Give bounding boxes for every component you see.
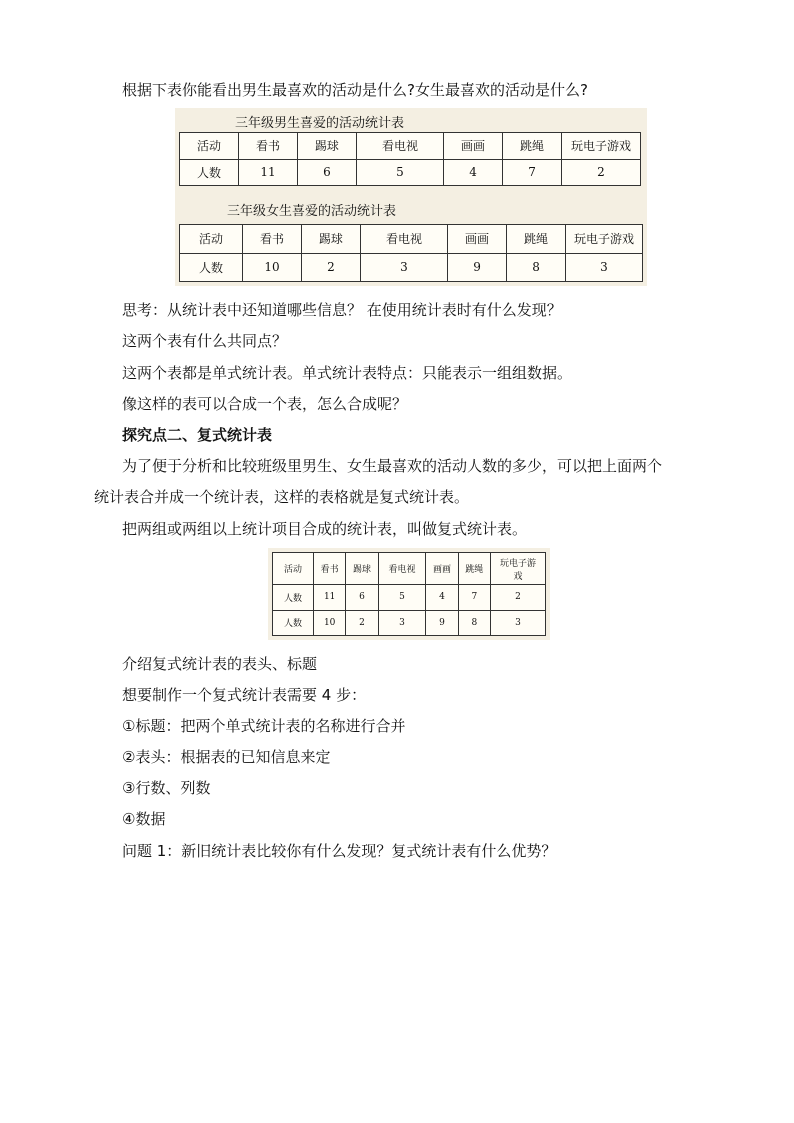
- intro-question: 根据下表你能看出男生最喜欢的活动是什么?女生最喜欢的活动是什么?: [122, 81, 588, 99]
- table-row: [180, 133, 641, 160]
- table-cell: 5: [378, 585, 426, 611]
- table-cell: 看电视: [360, 225, 447, 254]
- table-cell: 9: [448, 253, 507, 282]
- question-1: 问题 1：新旧统计表比较你有什么发现？复式统计表有什么优势？: [122, 842, 557, 860]
- paragraph-line-2: 统计表合并成一个统计表，这样的表格就是复式统计表。: [94, 488, 470, 506]
- compound-table: [272, 552, 546, 636]
- table-cell: 11: [314, 585, 346, 611]
- table-row: [273, 553, 546, 585]
- table-cell: 8: [458, 610, 490, 636]
- table-cell: 看书: [243, 225, 302, 254]
- table-cell: 人数: [273, 585, 314, 611]
- table-row: [273, 585, 546, 611]
- table-cell: 2: [562, 159, 641, 186]
- table-cell: 踢球: [346, 553, 378, 585]
- step-2: ②表头：根据表的已知信息来定: [122, 748, 331, 766]
- table-cell: 5: [356, 159, 443, 186]
- boys-table-title: 三年级男生喜爱的活动统计表: [235, 116, 405, 131]
- table-cell: 8: [507, 253, 566, 282]
- table-cell: 2: [491, 585, 546, 611]
- table-cell: 活动: [180, 225, 243, 254]
- steps-intro: 想要制作一个复式统计表需要 4 步：: [122, 686, 367, 704]
- table-cell: 6: [346, 585, 378, 611]
- table-cell: 3: [566, 253, 643, 282]
- table-cell: 看电视: [356, 133, 443, 160]
- table-cell: 9: [426, 610, 458, 636]
- table-row: [180, 253, 643, 282]
- table-cell: 2: [301, 253, 360, 282]
- definition: 把两组或两组以上统计项目合成的统计表，叫做复式统计表。: [122, 520, 528, 538]
- table-cell: 活动: [180, 133, 239, 160]
- table-cell: 跳绳: [507, 225, 566, 254]
- table-cell: 10: [243, 253, 302, 282]
- merge-question: 像这样的表可以合成一个表，怎么合成呢？: [122, 395, 408, 413]
- table-cell: 看书: [314, 553, 346, 585]
- step-3: ③行数、列数: [122, 779, 211, 797]
- table-cell: 人数: [273, 610, 314, 636]
- table-cell: 3: [360, 253, 447, 282]
- table-row: [180, 225, 643, 254]
- table-cell: 画画: [444, 133, 503, 160]
- table-cell: 3: [491, 610, 546, 636]
- table-cell: 跳绳: [458, 553, 490, 585]
- girls-table-title: 三年级女生喜爱的活动统计表: [227, 204, 397, 219]
- table-cell: 7: [458, 585, 490, 611]
- table-cell: 看电视: [378, 553, 426, 585]
- step-1: ①标题：把两个单式统计表的名称进行合并: [122, 717, 406, 735]
- table-cell: 6: [297, 159, 356, 186]
- table-cell: 玩电子游戏: [562, 133, 641, 160]
- table-cell: 10: [314, 610, 346, 636]
- table-cell: 跳绳: [503, 133, 562, 160]
- table-cell: 活动: [273, 553, 314, 585]
- intro-head-line: 介绍复式统计表的表头、标题: [122, 655, 318, 673]
- table-cell: 3: [378, 610, 426, 636]
- table-cell: 踢球: [297, 133, 356, 160]
- table-cell: 2: [346, 610, 378, 636]
- section-heading: 探究点二、复式统计表: [122, 426, 273, 444]
- table-cell: 4: [426, 585, 458, 611]
- think-line: 思考：从统计表中还知道哪些信息？ 在使用统计表时有什么发现？: [122, 301, 562, 319]
- single-tables-image: [175, 108, 647, 286]
- paragraph-line-1: 为了便于分析和比较班级里男生、女生最喜欢的活动人数的多少，可以把上面两个: [122, 457, 663, 475]
- table-cell: 看书: [239, 133, 298, 160]
- table-cell: 人数: [180, 159, 239, 186]
- table-cell: 11: [239, 159, 298, 186]
- table-cell: 玩电子游戏: [566, 225, 643, 254]
- compound-table-image: [268, 548, 550, 640]
- girls-table: [179, 224, 643, 282]
- table-cell: 画画: [426, 553, 458, 585]
- table-row: [273, 610, 546, 636]
- boys-table: [179, 132, 641, 186]
- table-cell: 玩电子游戏: [491, 553, 546, 585]
- step-4: ④数据: [122, 810, 166, 828]
- common-question: 这两个表有什么共同点？: [122, 332, 288, 350]
- table-cell: 踢球: [301, 225, 360, 254]
- table-cell: 7: [503, 159, 562, 186]
- single-table-explanation: 这两个表都是单式统计表。单式统计表特点：只能表示一组组数据。: [122, 364, 573, 382]
- table-cell: 人数: [180, 253, 243, 282]
- table-cell: 画画: [448, 225, 507, 254]
- table-cell: 4: [444, 159, 503, 186]
- table-row: [180, 159, 641, 186]
